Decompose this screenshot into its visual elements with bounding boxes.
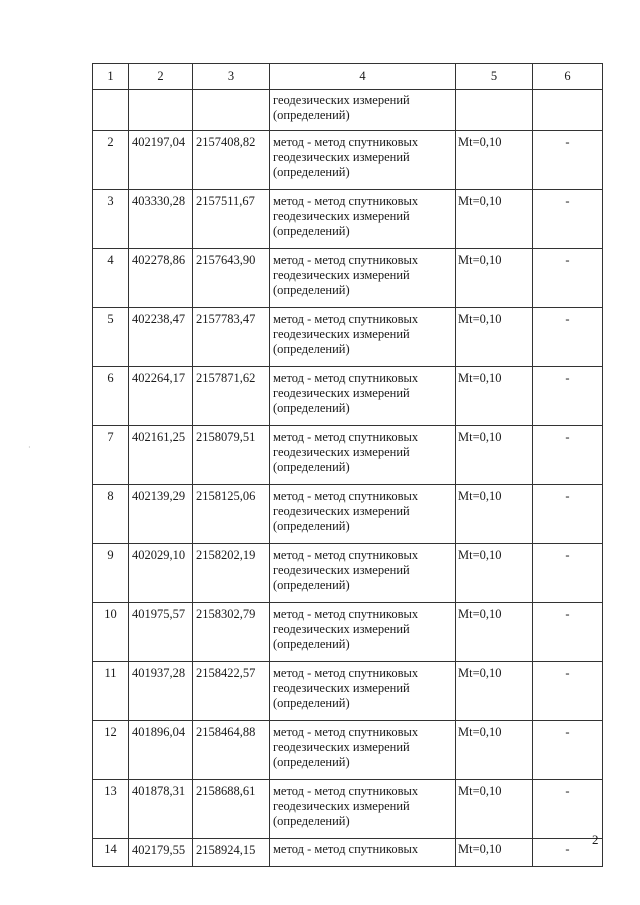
method-description-cell <box>270 603 456 662</box>
method-description-line: (определений) <box>273 637 350 651</box>
note-cell: - <box>533 780 603 839</box>
point-number-cell: 6 <box>93 367 129 426</box>
header-cell: 1 <box>93 64 129 90</box>
method-description-line: (определений) <box>273 108 350 122</box>
note-cell: - <box>533 367 603 426</box>
header-cell: 5 <box>456 64 533 90</box>
table-row <box>93 544 603 603</box>
table-row <box>93 721 603 780</box>
y-coordinate-cell: 2158202,19 <box>193 544 270 603</box>
method-description-line: метод - метод спутниковых <box>273 548 419 562</box>
method-description-line: метод - метод спутниковых <box>273 194 419 208</box>
header-cell: 4 <box>270 64 456 90</box>
header-cell: 3 <box>193 64 270 90</box>
method-description-line: (определений) <box>273 224 350 238</box>
point-number-cell: 8 <box>93 485 129 544</box>
method-description-line: геодезических измерений <box>273 93 410 107</box>
note-cell: - <box>533 131 603 190</box>
point-number-cell: 9 <box>93 544 129 603</box>
table-row <box>93 90 603 131</box>
method-description-line: геодезических измерений <box>273 268 410 282</box>
method-description-line: геодезических измерений <box>273 681 410 695</box>
point-number-cell: 2 <box>93 131 129 190</box>
method-description-line: метод - метод спутниковых <box>273 371 419 385</box>
note-cell: - <box>533 190 603 249</box>
x-coordinate-cell <box>129 90 193 131</box>
table-row <box>93 780 603 839</box>
method-description-line: геодезических измерений <box>273 563 410 577</box>
coordinates-table <box>92 63 603 867</box>
point-number-cell: 13 <box>93 780 129 839</box>
table-row <box>93 662 603 721</box>
y-coordinate-cell: 2157871,62 <box>193 367 270 426</box>
method-description-line: (определений) <box>273 578 350 592</box>
method-description-line: (определений) <box>273 519 350 533</box>
x-coordinate-cell: 402278,86 <box>129 249 193 308</box>
y-coordinate-cell: 2158464,88 <box>193 721 270 780</box>
method-description-line: геодезических измерений <box>273 622 410 636</box>
method-description-line: метод - метод спутниковых <box>273 842 419 856</box>
page-number: 2 <box>592 832 599 847</box>
method-description-cell <box>270 190 456 249</box>
table-row <box>93 839 603 867</box>
y-coordinate-cell: 2158125,06 <box>193 485 270 544</box>
table-row <box>93 603 603 662</box>
method-description-line: геодезических измерений <box>273 327 410 341</box>
x-coordinate-cell: 401878,31 <box>129 780 193 839</box>
accuracy-cell: Mt=0,10 <box>456 721 533 780</box>
table-row <box>93 308 603 367</box>
header-cell: 6 <box>533 64 603 90</box>
x-coordinate-cell: 402238,47 <box>129 308 193 367</box>
method-description-cell <box>270 426 456 485</box>
method-description-line: (определений) <box>273 460 350 474</box>
accuracy-cell: Mt=0,10 <box>456 780 533 839</box>
method-description-cell <box>270 90 456 131</box>
method-description-line: метод - метод спутниковых <box>273 430 419 444</box>
note-cell <box>533 90 603 131</box>
y-coordinate-cell: 2158924,15 <box>193 839 270 867</box>
point-number-cell: 5 <box>93 308 129 367</box>
y-coordinate-cell: 2157643,90 <box>193 249 270 308</box>
method-description-line: метод - метод спутниковых <box>273 312 419 326</box>
accuracy-cell <box>456 90 533 131</box>
point-number-cell: 14 <box>93 839 129 867</box>
method-description-cell <box>270 249 456 308</box>
note-cell: - <box>533 603 603 662</box>
point-number-cell <box>93 90 129 131</box>
note-cell: - <box>533 426 603 485</box>
y-coordinate-cell: 2158422,57 <box>193 662 270 721</box>
method-description-line: геодезических измерений <box>273 209 410 223</box>
method-description-line: геодезических измерений <box>273 740 410 754</box>
method-description-line: (определений) <box>273 814 350 828</box>
method-description-line: метод - метод спутниковых <box>273 253 419 267</box>
method-description-line: метод - метод спутниковых <box>273 725 419 739</box>
accuracy-cell: Mt=0,10 <box>456 839 533 867</box>
method-description-line: (определений) <box>273 283 350 297</box>
method-description-cell <box>270 721 456 780</box>
method-description-line: геодезических измерений <box>273 799 410 813</box>
accuracy-cell: Mt=0,10 <box>456 662 533 721</box>
point-number-cell: 4 <box>93 249 129 308</box>
accuracy-cell: Mt=0,10 <box>456 544 533 603</box>
point-number-cell: 10 <box>93 603 129 662</box>
accuracy-cell: Mt=0,10 <box>456 308 533 367</box>
table-header-row <box>93 64 603 90</box>
table-row <box>93 485 603 544</box>
note-cell: - <box>533 839 603 867</box>
y-coordinate-cell: 2158688,61 <box>193 780 270 839</box>
note-cell: - <box>533 308 603 367</box>
method-description-cell <box>270 367 456 426</box>
x-coordinate-cell: 402264,17 <box>129 367 193 426</box>
accuracy-cell: Mt=0,10 <box>456 426 533 485</box>
table-row <box>93 131 603 190</box>
note-cell: - <box>533 249 603 308</box>
method-description-line: метод - метод спутниковых <box>273 666 419 680</box>
x-coordinate-cell: 401896,04 <box>129 721 193 780</box>
table-row <box>93 426 603 485</box>
method-description-line: метод - метод спутниковых <box>273 135 419 149</box>
point-number-cell: 12 <box>93 721 129 780</box>
method-description-cell <box>270 544 456 603</box>
method-description-cell <box>270 485 456 544</box>
method-description-line: геодезических измерений <box>273 150 410 164</box>
method-description-line: метод - метод спутниковых <box>273 784 419 798</box>
method-description-line: метод - метод спутниковых <box>273 489 419 503</box>
method-description-cell <box>270 308 456 367</box>
method-description-cell <box>270 780 456 839</box>
y-coordinate-cell: 2157408,82 <box>193 131 270 190</box>
y-coordinate-cell: 2157511,67 <box>193 190 270 249</box>
method-description-line: (определений) <box>273 696 350 710</box>
method-description-cell <box>270 131 456 190</box>
margin-speck: · <box>28 443 31 452</box>
table-row <box>93 367 603 426</box>
method-description-line: геодезических измерений <box>273 445 410 459</box>
accuracy-cell: Mt=0,10 <box>456 367 533 426</box>
x-coordinate-cell: 402029,10 <box>129 544 193 603</box>
x-coordinate-cell: 402197,04 <box>129 131 193 190</box>
point-number-cell: 3 <box>93 190 129 249</box>
table-row <box>93 190 603 249</box>
note-cell: - <box>533 485 603 544</box>
method-description-line: (определений) <box>273 401 350 415</box>
method-description-line: геодезических измерений <box>273 504 410 518</box>
x-coordinate-cell: 401975,57 <box>129 603 193 662</box>
note-cell: - <box>533 544 603 603</box>
note-cell: - <box>533 721 603 780</box>
x-coordinate-cell: 403330,28 <box>129 190 193 249</box>
x-coordinate-cell: 402161,25 <box>129 426 193 485</box>
method-description-cell <box>270 662 456 721</box>
note-cell: - <box>533 662 603 721</box>
method-description-line: геодезических измерений <box>273 386 410 400</box>
header-cell: 2 <box>129 64 193 90</box>
y-coordinate-cell: 2158079,51 <box>193 426 270 485</box>
accuracy-cell: Mt=0,10 <box>456 249 533 308</box>
accuracy-cell: Mt=0,10 <box>456 485 533 544</box>
table-row <box>93 249 603 308</box>
x-coordinate-cell: 402179,55 <box>129 839 193 867</box>
x-coordinate-cell: 401937,28 <box>129 662 193 721</box>
y-coordinate-cell <box>193 90 270 131</box>
point-number-cell: 7 <box>93 426 129 485</box>
method-description-line: (определений) <box>273 755 350 769</box>
accuracy-cell: Mt=0,10 <box>456 603 533 662</box>
y-coordinate-cell: 2158302,79 <box>193 603 270 662</box>
method-description-line: (определений) <box>273 342 350 356</box>
accuracy-cell: Mt=0,10 <box>456 190 533 249</box>
method-description-line: (определений) <box>273 165 350 179</box>
method-description-cell <box>270 839 456 867</box>
method-description-line: метод - метод спутниковых <box>273 607 419 621</box>
accuracy-cell: Mt=0,10 <box>456 131 533 190</box>
y-coordinate-cell: 2157783,47 <box>193 308 270 367</box>
x-coordinate-cell: 402139,29 <box>129 485 193 544</box>
point-number-cell: 11 <box>93 662 129 721</box>
